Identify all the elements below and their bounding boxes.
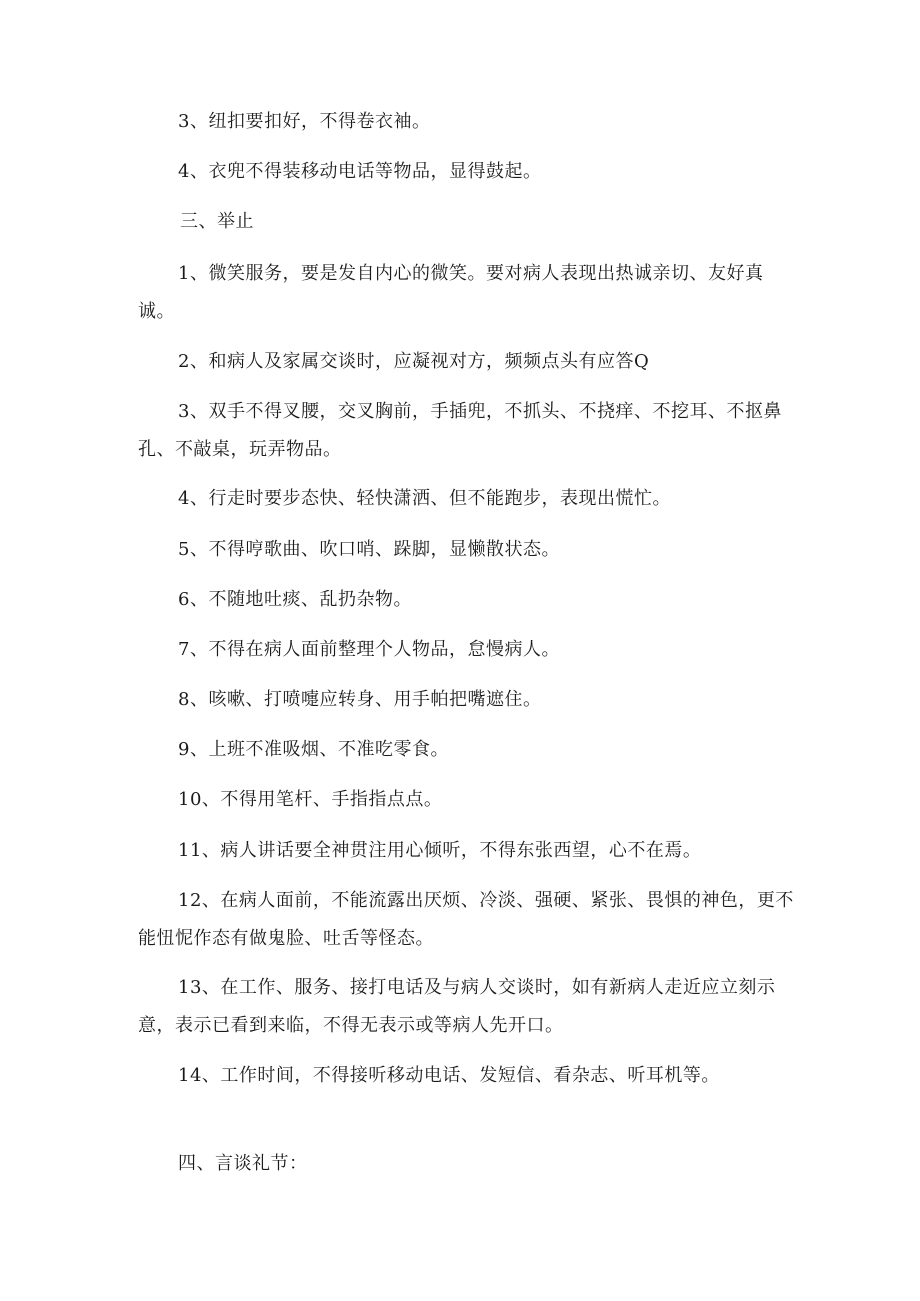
paragraph-behavior-3: 3、双手不得叉腰，交叉胸前，手插兜，不抓头、不挠痒、不挖耳、不抠鼻孔、不敲桌，玩弄物品。 xyxy=(138,401,782,460)
paragraph-item-4-pockets: 4、衣兜不得装移动电话等物品，显得鼓起。 xyxy=(178,161,542,182)
section-heading-speech-etiquette: 四、言谈礼节： xyxy=(178,1153,308,1174)
paragraph-behavior-2: 2、和病人及家属交谈时，应凝视对方，频频点头有应答Q xyxy=(178,351,650,372)
paragraph-behavior-4: 4、行走时要步态快、轻快潇洒、但不能跑步，表现出慌忙。 xyxy=(178,488,671,509)
paragraph-behavior-8: 8、咳嗽、打喷嚏应转身、用手帕把嘴遮住。 xyxy=(178,689,542,710)
paragraph-behavior-12: 12、在病人面前，不能流露出厌烦、冷淡、强硬、紧张、畏惧的神色，更不能忸怩作态有做鬼脸、吐舌等怪态。 xyxy=(138,890,794,949)
paragraph-behavior-1: 1、微笑服务，要是发自内心的微笑。要对病人表现出热诚亲切、友好真诚。 xyxy=(138,263,764,322)
paragraph-item-3-buttons: 3、纽扣要扣好，不得卷衣袖。 xyxy=(178,111,431,132)
paragraph-behavior-13: 13、在工作、服务、接打电话及与病人交谈时，如有新病人走近应立刻示意，表示已看到来临，不得无表示或等病人先开口。 xyxy=(138,977,776,1036)
paragraph-behavior-9: 9、上班不准吸烟、不准吃零食。 xyxy=(178,739,449,760)
paragraph-behavior-6: 6、不随地吐痰、乱扔杂物。 xyxy=(178,589,412,610)
paragraph-behavior-14: 14、工作时间，不得接听移动电话、发短信、看杂志、听耳机等。 xyxy=(178,1065,720,1086)
paragraph-behavior-10: 10、不得用笔杆、手指指点点。 xyxy=(178,789,443,810)
section-heading-behavior: 三、举止 xyxy=(180,211,254,232)
paragraph-behavior-11: 11、病人讲话要全神贯注用心倾听，不得东张西望，心不在焉。 xyxy=(178,840,702,861)
paragraph-behavior-7: 7、不得在病人面前整理个人物品，怠慢病人。 xyxy=(178,639,560,660)
paragraph-behavior-5: 5、不得哼歌曲、吹口哨、跺脚，显懒散状态。 xyxy=(178,539,560,560)
